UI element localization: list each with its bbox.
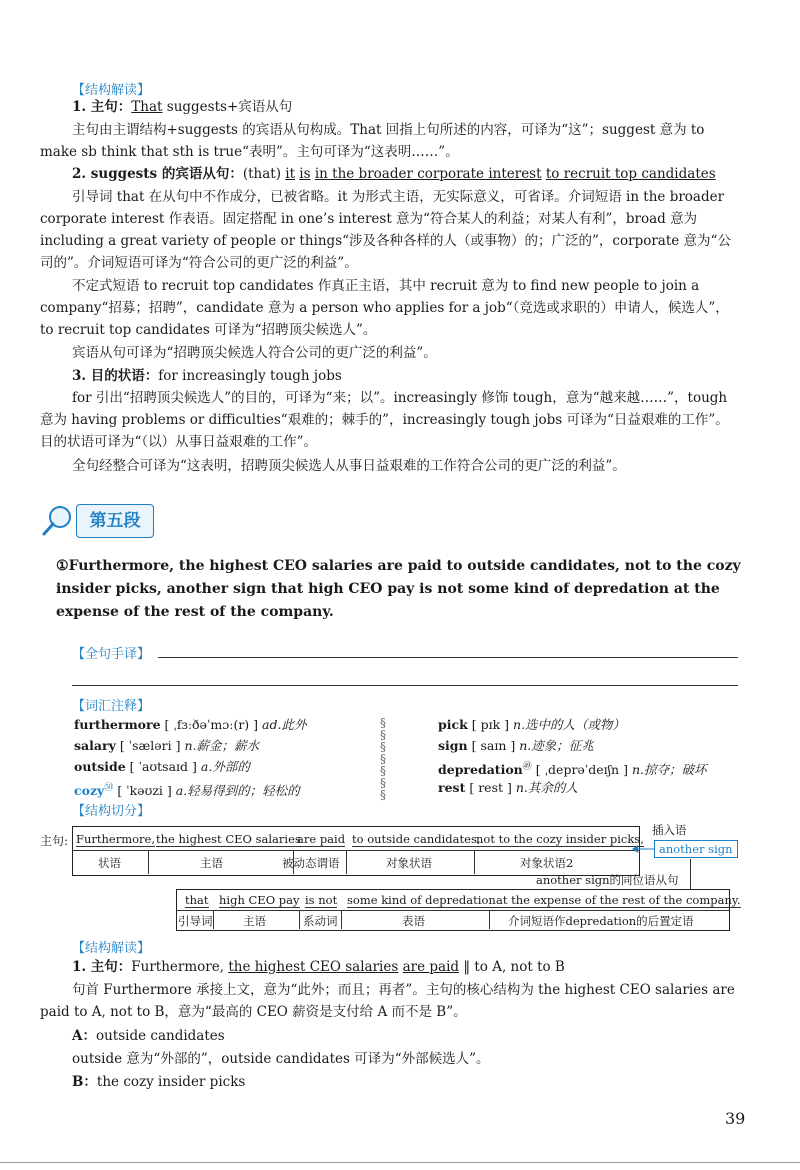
struct-header: 【结构切分】 [72, 804, 151, 819]
vocab-left-2: salary [ ˈsæləri ] n.薪金；薪水 [74, 738, 260, 753]
key-sentence [56, 555, 746, 624]
appositive-label: another sign的同位语从句 [536, 873, 679, 887]
r2-label-subject: 主语 [243, 914, 266, 928]
purpose-adverbial-label: 3. 目的状语： [72, 368, 159, 384]
translation-line-1[interactable] [158, 657, 738, 658]
wavy-divider: § § § § § § § [380, 716, 386, 802]
magnifier-icon [40, 504, 74, 538]
q1-line: 1. 主句：Furthermore, the highest CEO salaries are paid ‖ to A, not to B [72, 959, 565, 975]
arrow-icon [632, 844, 656, 854]
vocab-right-3: depredation$^㊾$ [ ˌdeprəˈdeɪʃn ] n.掠夺；破坏 [438, 762, 707, 778]
r2-label-introducer: 引导词 [178, 914, 213, 928]
q3-explanation: outside 意为“外部的”，outside candidates 可译为“外部候选人”。 [72, 1051, 490, 1067]
purpose-explanation: for 引出“招聘顶尖候选人”的目的，可译为“来；以”。increasingly 修饰 tough，意为“越来越……”，tough 意为 having problems or difficulties“艰难的；棘手的”，increasingly tough jobs 可译为“日益艰难的工作”。目的状语可译为“（以）从事日益艰难的工作”。 [40, 390, 729, 450]
r1-subject: the highest CEO salaries [156, 832, 301, 846]
r2-subject: high CEO pay [219, 893, 300, 907]
r1-label-object2: 对象状语2 [520, 856, 574, 870]
object-clause-line: 2. suggests 的宾语从句：(that) it is in the broader corporate interest to recruit top candidates [72, 166, 716, 182]
vocab-right-2: sign [ saɪn ] n.迹象；征兆 [438, 738, 594, 753]
r1-label-verb: 被动态谓语 [282, 856, 340, 870]
r1-label-subject: 主语 [200, 856, 223, 870]
r1-verb: are paid [297, 832, 346, 846]
r1-object1: to outside candidates, [352, 832, 481, 846]
object-clause-translation: 宾语从句可译为“招聘顶尖候选人符合公司的更广泛的利益”。 [72, 345, 437, 361]
another-sign-box: another sign [654, 840, 738, 858]
vocab-left-1: furthermore [ ˌfɜːðəˈmɔː(r) ] ad.此外 [74, 717, 307, 732]
r2-label-predicative: 表语 [402, 914, 425, 928]
footer-rule [0, 1162, 800, 1163]
main-clause-label: 1. 主句： [72, 99, 132, 115]
r2-label-attributive: 介词短语作depredation的后置定语 [508, 914, 694, 928]
infinitive-explanation: 不定式短语 to recruit top candidates 作真正主语，其中 recruit 意为 to find new people to join a company“招募；招聘”，candidate 意为 a person who applies for a job“（竞选或求职的）申请人，候选人”，to recruit top candidates 可译为“招聘顶尖候选人”。 [40, 278, 729, 338]
r2-verb: is not [305, 893, 338, 907]
r2-that: that [185, 893, 209, 907]
full-translation: 全句经整合可译为“这表明，招聘顶尖候选人从事日益艰难的工作符合公司的更广泛的利益”。 [72, 458, 626, 474]
r1-furthermore: Furthermore, [76, 832, 156, 846]
purpose-adverbial-line: 3. 目的状语：for increasingly tough jobs [72, 368, 342, 384]
sentence-number: ① [56, 558, 69, 574]
r2-predicative: some kind of depredation [347, 893, 496, 907]
vocab-right-1: pick [ pɪk ] n.选中的人（或物） [438, 717, 626, 732]
r2-label-verb: 系动词 [303, 914, 338, 928]
r2-attributive: at the expense of the rest of the company. [496, 893, 741, 907]
that-word: That [131, 99, 163, 115]
r1-label-object1: 对象状语 [386, 856, 432, 870]
r1-label-adverbial: 状语 [98, 856, 121, 870]
main-clause-explanation: 主句由主谓结构+suggests 的宾语从句构成。That 回指上句所述的内容，可译为“这”；suggest 意为 to make sb think that sth is true“表明”。主句可译为“这表明……”。 [40, 122, 705, 160]
translation-label: 【全句手译】 [72, 647, 151, 662]
main-clause-tag: 主句: [40, 834, 69, 848]
structure-analysis-header-2: 【结构解读】 [72, 941, 151, 956]
structure-analysis-header: 【结构解读】 [72, 83, 151, 98]
page-number: 39 [725, 1109, 746, 1128]
r1-object2: not to the cozy insider picks, [476, 832, 644, 846]
section-title: 第五段 [76, 504, 154, 538]
q2-explanation: 句首 Furthermore 承接上文，意为“此外；而且；再者”。主句的核心结构为 the highest CEO salaries are paid to A, not to B，意为“最高的 CEO 薪资是支付给 A 而不是 B”。 [40, 982, 735, 1020]
vocab-right-4: rest [ rest ] n.其余的人 [438, 780, 578, 795]
insert-label: 插入语 [652, 823, 687, 837]
object-clause-label: 2. suggests 的宾语从句： [72, 166, 243, 182]
translation-line-2[interactable] [72, 685, 738, 686]
vocab-left-4: cozy$^㊿$ [ ˈkəʊzi ] a.轻易得到的；轻松的 [74, 783, 300, 799]
vocab-header: 【词汇注释】 [72, 699, 151, 714]
vocab-left-3: outside [ ˈaʊtsaɪd ] a.外部的 [74, 759, 250, 774]
sentence-text: Furthermore, the highest CEO salaries are paid to outside candidates, not to the cozy insider picks, another sign that high CEO pay is not some kind of depredation at the expense of the rest of the company. [56, 558, 741, 620]
main-clause-line [40, 96, 740, 118]
qb-line: B：the cozy insider picks [72, 1074, 246, 1090]
main-clause-structure: suggests+宾语从句 [162, 99, 293, 115]
object-clause-explanation: 引导词 that 在从句中不作成分，已被省略。it 为形式主语，无实际意义，可省译。介词短语 in the broader corporate interest 作表语。固定搭配 in one’s interest 意为“符合某人的利益；对某人有利”，broad 意为 including a great variety of people or things“涉及各种各样的人（或事物）的；广泛的”，corporate 意为“公司的”。介词短语可译为“符合公司的更广泛的利益”。 [40, 189, 731, 271]
qa-line: A：outside candidates [72, 1028, 225, 1044]
